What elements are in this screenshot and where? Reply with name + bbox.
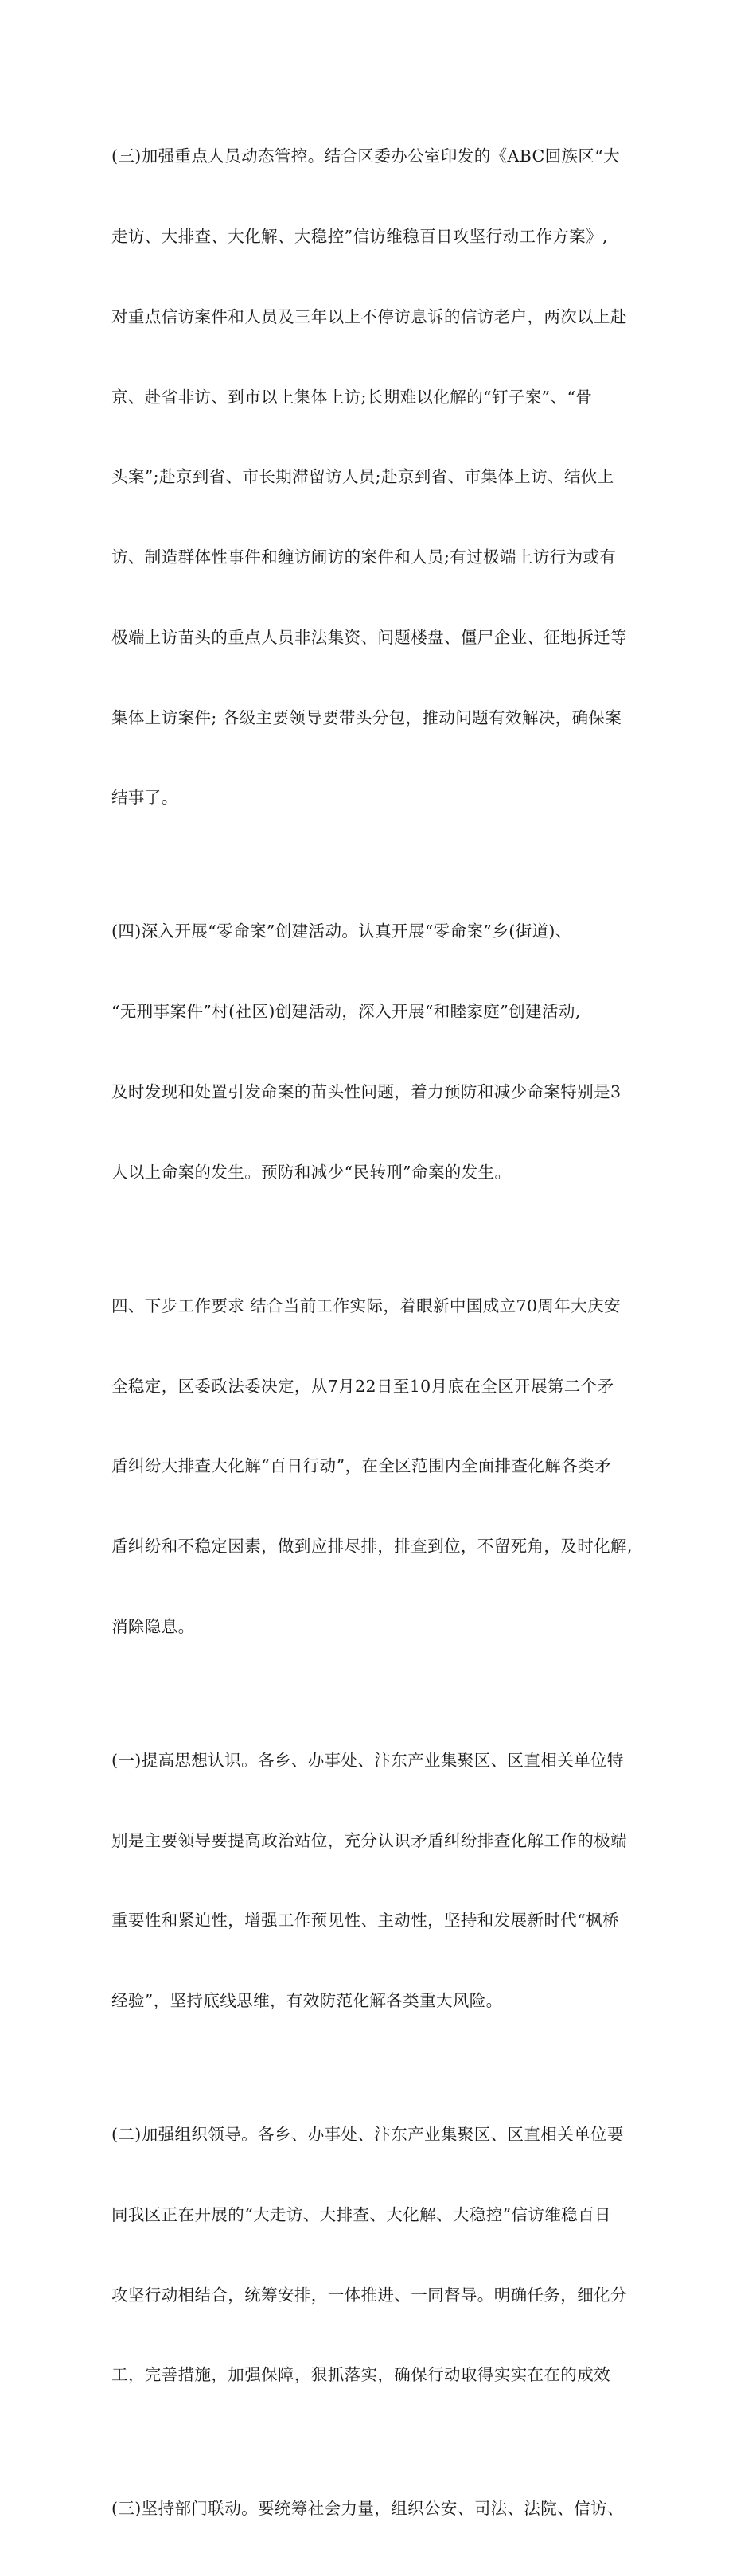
text-line: 走访、大排查、大化解、大稳控”信访维稳百日攻坚行动工作方案》, bbox=[111, 226, 608, 246]
text-line: (三)加强重点人员动态管控。结合区委办公室印发的《ABC回族区“大 bbox=[111, 146, 621, 166]
text-line: 全稳定，区委政法委决定，从7月22日至10月底在全区开展第二个矛 bbox=[111, 1376, 614, 1396]
text-line: 京、赴省非访、到市以上集体上访;长期难以化解的“钉子案”、“骨 bbox=[111, 387, 593, 407]
text-line: 工，完善措施，加强保障，狠抓落实，确保行动取得实实在在的成效 bbox=[111, 2365, 610, 2385]
paragraph-strengthen-leadership bbox=[111, 2068, 661, 2442]
text-line: 同我区正在开展的“大走访、大排查、大化解、大稳控”信访维稳百日 bbox=[111, 2204, 611, 2224]
paragraph-next-steps bbox=[111, 1240, 661, 1694]
text-line: 盾纠纷大排查大化解“百日行动”，在全区范围内全面排查化解各类矛 bbox=[111, 1456, 611, 1476]
text-line: 重要性和紧迫性，增强工作预见性、主动性，坚持和发展新时代“枫桥 bbox=[111, 1911, 619, 1931]
text-line: 攻坚行动相结合，统筹安排，一体推进、一同督导。明确任务，细化分 bbox=[111, 2285, 627, 2305]
text-line: 访、制造群体性事件和缠访闹访的案件和人员;有过极端上访行为或有 bbox=[111, 548, 617, 567]
text-line: 消除隐息。 bbox=[111, 1616, 195, 1636]
text-line: (二)加强组织领导。各乡、办事处、汴东产业集聚区、区直相关单位要 bbox=[111, 2125, 624, 2145]
text-line: 经验”，坚持底线思维，有效防范化解各类重大风险。 bbox=[111, 1991, 503, 2011]
text-line: 集体上访案件; 各级主要领导要带头分包，推动问题有效解决，确保案 bbox=[111, 707, 622, 727]
text-line: “无刑事案件”村(社区)创建活动，深入开展“和睦家庭”创建活动, bbox=[111, 1002, 581, 1022]
text-line: (四)深入开展“零命案”创建活动。认真开展“零命案”乡(街道)、 bbox=[111, 922, 572, 941]
text-line: 别是主要领导要提高政治站位，充分认识矛盾纠纷排查化解工作的极端 bbox=[111, 1830, 627, 1850]
paragraph-zero-homicide-campaign bbox=[111, 865, 661, 1239]
text-line: 头案”;赴京到省、市长期滞留访人员;赴京到省、市集体上访、结伙上 bbox=[111, 467, 614, 487]
paragraph-raise-awareness bbox=[111, 1694, 661, 2068]
text-line: 极端上访苗头的重点人员非法集资、问题楼盘、僵尸企业、征地拆迁等 bbox=[111, 627, 627, 647]
paragraph-department-coordination bbox=[111, 2442, 661, 2576]
text-line: 对重点信访案件和人员及三年以上不停访息诉的信访老户，两次以上赴 bbox=[111, 306, 627, 326]
paragraph-key-personnel-control bbox=[111, 90, 661, 865]
text-line: 盾纠纷和不稳定因素，做到应排尽排，排查到位，不留死角，及时化解, bbox=[111, 1537, 633, 1557]
text-line: 结事了。 bbox=[111, 788, 178, 808]
text-line: 人以上命案的发生。预防和减少“民转刑”命案的发生。 bbox=[111, 1162, 512, 1182]
text-line: 四、下步工作要求 结合当前工作实际，着眼新中国成立70周年大庆安 bbox=[111, 1296, 621, 1315]
document-page bbox=[111, 90, 661, 2576]
text-line: (三)坚持部门联动。要统筹社会力量，组织公安、司法、法院、信访、 bbox=[111, 2499, 624, 2519]
text-line: 及时发现和处置引发命案的苗头性问题，着力预防和减少命案特别是3 bbox=[111, 1081, 622, 1101]
text-line: (一)提高思想认识。各乡、办事处、汴东产业集聚区、区直相关单位特 bbox=[111, 1750, 624, 1770]
